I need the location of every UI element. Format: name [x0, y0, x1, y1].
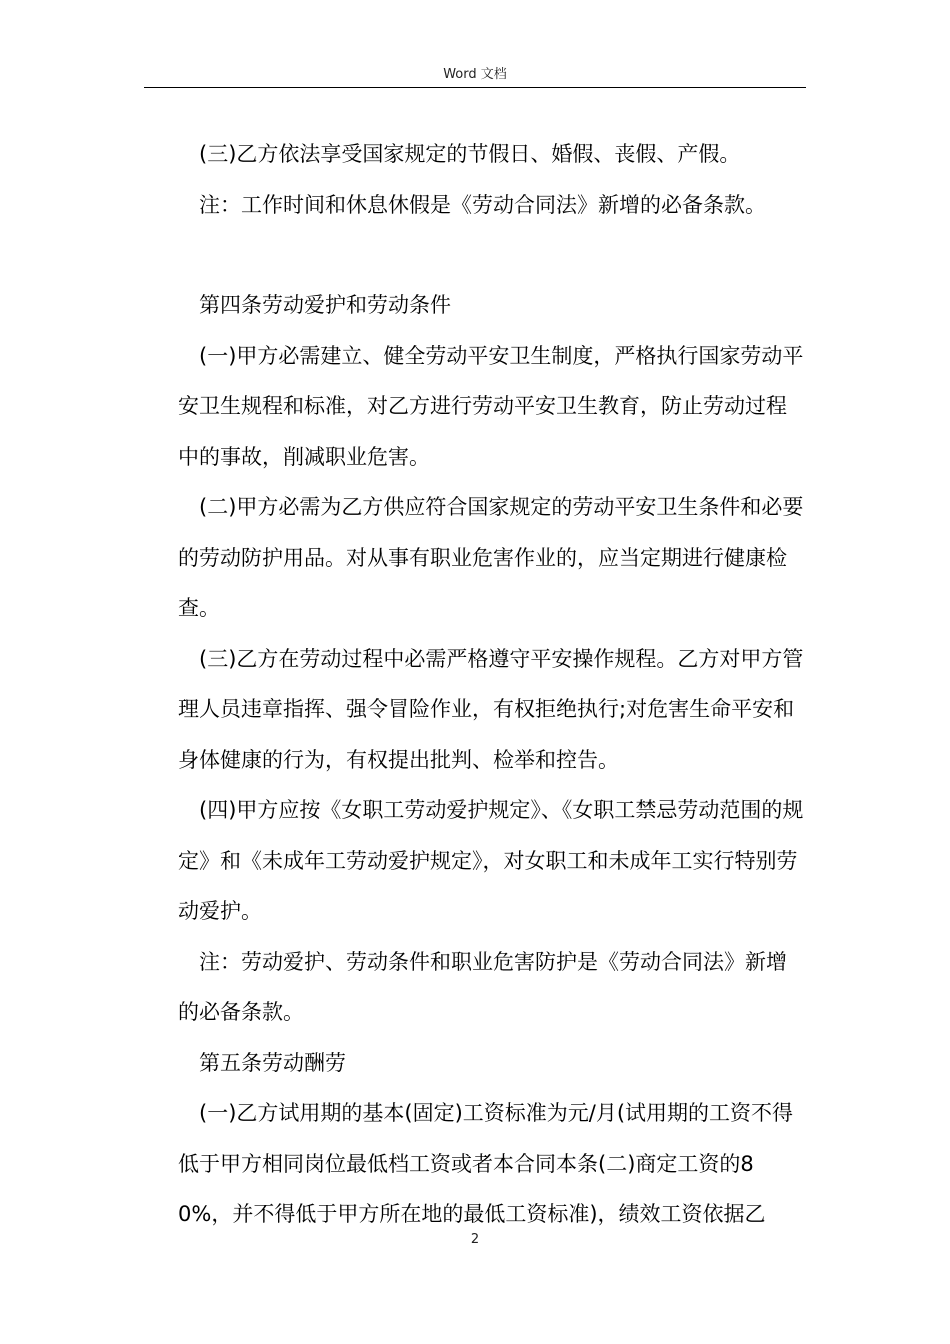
paragraph-probation-wage: (一)乙方试用期的基本(固定)工资标准为元/月(试用期的工资不得低于甲方相同岗位最低档工资或者本合同本条(二)商定工资的80%，并不得低于甲方所在地的最低工资标准)，绩效工资依据乙: [178, 1101, 794, 1226]
paragraph-gap: [178, 230, 806, 280]
document-body: [178, 129, 806, 1240]
header-title: Word 文档: [443, 67, 507, 82]
section-heading-article-5: 第五条劳动酬劳: [199, 1050, 346, 1075]
section-heading-article-4: 第四条劳动爱护和劳动条件: [199, 293, 451, 317]
paragraph-safety-system: (一)甲方必需建立、健全劳动平安卫生制度，严格执行国家劳动平安卫生规程和标准，对乙方进行劳动平安卫生教育，防止劳动过程中的事故，削减职业危害。: [178, 343, 804, 469]
paragraph-note-protection: 注：劳动爱护、劳动条件和职业危害防护是《劳动合同法》新增的必备条款。: [178, 949, 787, 1024]
header-divider: [144, 87, 806, 88]
paragraph-safety-equipment: (二)甲方必需为乙方供应符合国家规定的劳动平安卫生条件和必要的劳动防护用品。对从事有职业危害作业的，应当定期进行健康检查。: [178, 495, 804, 620]
page-number: 2: [470, 1232, 480, 1247]
paragraph-safety-rules: (三)乙方在劳动过程中必需严格遵守平安操作规程。乙方对甲方管理人员违章指挥、强令冒险作业，有权拒绝执行;对危害生命平安和身体健康的行为，有权提出批判、检举和控告。: [178, 646, 804, 772]
paragraph-special-protection: (四)甲方应按《女职工劳动爱护规定》、《女职工禁忌劳动范围的规定》和《未成年工劳动爱护规定》，对女职工和未成年工实行特别劳动爱护。: [178, 798, 804, 923]
paragraph-note-rest: 注：工作时间和休息休假是《劳动合同法》新增的必备条款。: [199, 192, 766, 217]
paragraph-leave: (三)乙方依法享受国家规定的节假日、婚假、丧假、产假。: [199, 142, 741, 166]
